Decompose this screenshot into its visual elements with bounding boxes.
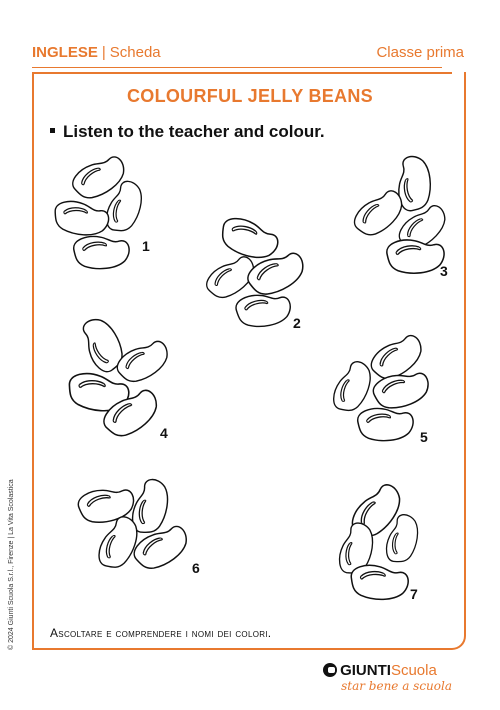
bean-group-3[interactable] (350, 155, 453, 279)
bean-group-1[interactable] (53, 149, 150, 271)
sheet-type: Scheda (109, 44, 161, 61)
bean[interactable] (386, 237, 446, 276)
bean[interactable] (234, 290, 293, 331)
bean[interactable] (53, 200, 110, 237)
bean[interactable] (330, 358, 376, 416)
bean[interactable] (357, 405, 415, 443)
brand-name (323, 662, 452, 679)
subject-name: INGLESE (32, 44, 98, 61)
bean[interactable] (73, 233, 131, 271)
instruction-text: Listen to the teacher and colour. (63, 122, 325, 141)
group-number: 4 (160, 425, 168, 441)
copyright-notice: © 2024 Giunti Scuola S.r.l., Firenze | La Vita Scolastica (8, 479, 15, 650)
learning-objective: Ascoltare e comprendere i nomi dei colori. (50, 626, 272, 640)
grade-label: Classe prima (376, 44, 464, 61)
group-number: 3 (440, 263, 448, 279)
bean[interactable] (351, 565, 408, 599)
bean[interactable] (218, 215, 282, 263)
group-number: 6 (192, 560, 200, 576)
giunti-logo-icon (323, 663, 337, 677)
brand-name-part2: Scuola (390, 662, 437, 679)
bean-group-6[interactable] (76, 477, 200, 577)
bean-group-7[interactable] (337, 478, 421, 602)
brand-name-part1: GIUNTI (340, 662, 391, 679)
publisher-logo (323, 662, 452, 693)
group-number: 7 (410, 586, 418, 602)
bean[interactable] (113, 333, 174, 389)
brand-tagline: star bene a scuola (341, 679, 452, 693)
group-number: 1 (142, 238, 150, 254)
group-number: 2 (293, 315, 301, 331)
bean-group-4[interactable] (67, 313, 174, 444)
bean-group-5[interactable] (330, 328, 433, 445)
header-separator: | (101, 44, 106, 61)
group-number: 5 (420, 429, 428, 445)
bean-group-2[interactable] (202, 215, 310, 331)
worksheet-title: COLOURFUL JELLY BEANS (126, 86, 373, 106)
